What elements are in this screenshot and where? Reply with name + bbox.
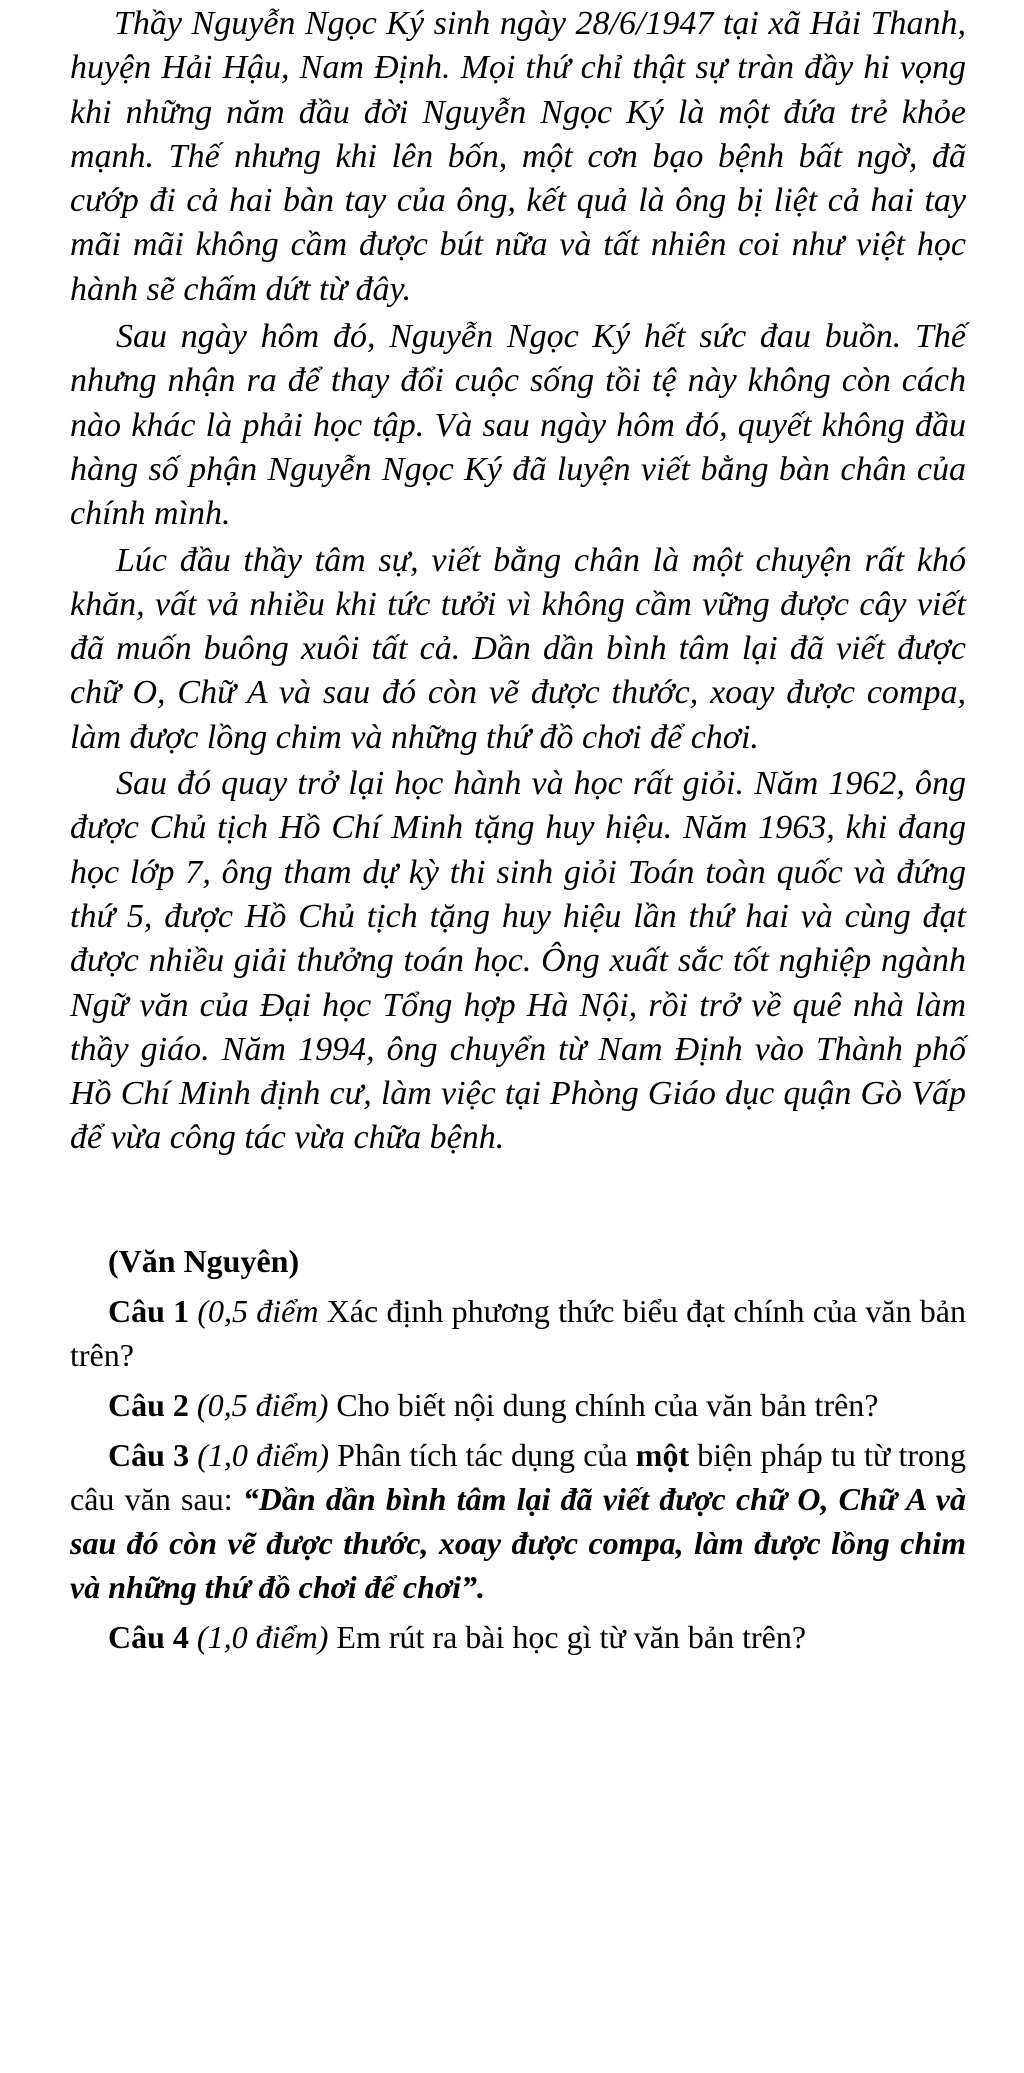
- question-3-text-after: biện pháp tu từ trong câu văn sau:: [70, 1436, 967, 1517]
- passage-paragraph-1: Thầy Nguyễn Ngọc Ký sinh ngày 28/6/1947 tại xã Hải Thanh, huyện Hải Hậu, Nam Định. Mọi thứ chỉ thật sự tràn đầy hi vọng khi những năm đầu đời Nguyễn Ngọc Ký là một đứa trẻ khỏe mạnh. Thế nhưng khi lên bốn, một cơn bạo bệnh bất ngờ, đã cướp đi cả hai bàn tay của ông, kết quả là ông bị liệt cả hai tay mãi mãi không cầm được bút nữa và tất nhiên coi như việt học hành sẽ chấm dứt từ đây.: [70, 5, 966, 308]
- question-4-points: (1,0 điểm): [188, 1618, 329, 1655]
- question-1-points: (0,5 điểm: [189, 1292, 319, 1329]
- passage-paragraph-3: Lúc đầu thầy tâm sự, viết bằng chân là một chuyện rất khó khăn, vất vả nhiều khi tức tưởi vì không cầm vững được cây viết đã muốn buông xuôi tất cả. Dần dần bình tâm lại đã viết được chữ O, Chữ A và sau đó còn vẽ được thước, xoay được compa, làm được lồng chim và những thứ đồ chơi để chơi.: [70, 541, 966, 756]
- passage-author: (Văn Nguyên): [108, 1242, 300, 1279]
- question-2-text: Cho biết nội dung chính của văn bản trên?: [328, 1386, 879, 1423]
- question-3-quote: “Dần dần bình tâm lại đã viết được chữ O, Chữ A và sau đó còn vẽ được thước, xoay được compa, làm được lồng chim và những thứ đồ chơi để chơi”.: [70, 1480, 967, 1605]
- question-4-text: Em rút ra bài học gì từ văn bản trên?: [328, 1618, 807, 1655]
- question-4-label: Câu 4: [108, 1618, 189, 1655]
- question-4: [70, 1615, 966, 1659]
- question-2-points: (0,5 điểm): [188, 1386, 329, 1423]
- question-2: [70, 1383, 966, 1427]
- question-2-label: Câu 2: [108, 1386, 189, 1423]
- question-1: [70, 1289, 966, 1377]
- passage-paragraph-2: Sau ngày hôm đó, Nguyễn Ngọc Ký hết sức đau buồn. Thế nhưng nhận ra để thay đổi cuộc sống tồi tệ này không còn cách nào khác là phải học tập. Và sau ngày hôm đó, quyết không đầu hàng số phận Nguyễn Ngọc Ký đã luyện viết bằng bàn chân của chính mình.: [70, 318, 966, 533]
- question-3-label: Câu 3: [108, 1436, 190, 1473]
- question-3-emphasis: một: [635, 1436, 690, 1473]
- question-1-label: Câu 1: [108, 1292, 190, 1329]
- question-3-points: (1,0 điểm): [189, 1436, 329, 1473]
- question-3: [70, 1433, 966, 1609]
- passage-paragraph-4: Sau đó quay trở lại học hành và học rất giỏi. Năm 1962, ông được Chủ tịch Hồ Chí Minh tặng huy hiệu. Năm 1963, khi đang học lớp 7, ông tham dự kỳ thi sinh giỏi Toán toàn quốc và đứng thứ 5, được Hồ Chủ tịch tặng huy hiệu lần thứ hai và cùng đạt được nhiều giải thưởng toán học. Ông xuất sắc tốt nghiệp ngành Ngữ văn của Đại học Tổng hợp Hà Nội, rồi trở về quê nhà làm thầy giáo. Năm 1994, ông chuyển từ Nam Định vào Thành phố Hồ Chí Minh định cư, làm việc tại Phòng Giáo dục quận Gò Vấp để vừa công tác vừa chữa bệnh.: [70, 765, 966, 1157]
- question-3-text-before: Phân tích tác dụng của: [328, 1436, 636, 1473]
- question-1-text: Xác định phương thức biểu đạt chính của văn bản trên?: [70, 1292, 967, 1373]
